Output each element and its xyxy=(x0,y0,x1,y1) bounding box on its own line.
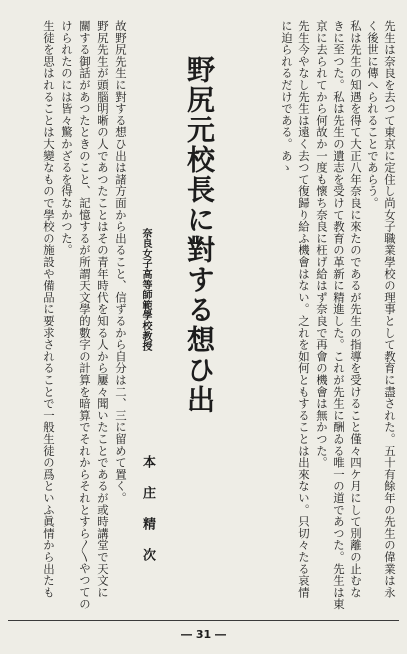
text-column: 野尻先生が頭腦明晰の人であつたことはその青年時代を知る人から屢々聞いたことであるが或時講堂で天文に xyxy=(96,20,110,599)
text-column: 先生は奈良を去つて東京に定住し尚女子職業學校の理事として教育に盡された。五十有餘年の先生の偉業は永 xyxy=(383,20,397,599)
text-column: く後世に傳へられることであらう。 xyxy=(366,20,380,209)
text-column: 生徒を思はれることは大變なもので學校の施設や備品に要求されることで一般生徒の爲といふ眞情から出たも xyxy=(42,20,56,599)
text-column: けられたのには皆々驚かざるを得なかつた。 xyxy=(60,20,74,256)
text-column: 京に去られてから何故か一度も懷ち奈良に枉げ給はず奈良で再會の機會は無かつた。 xyxy=(315,20,329,469)
text-column: きに至つた。私は先生の遺志を受けて教育の革新に精進した。これが先生に酬ゐる唯一の道であつた。先生は東 xyxy=(332,20,346,610)
footer-divider xyxy=(8,620,399,621)
text-column: 關する御話があつたときのこと、記憶するが所謂天文學的數字の計算を暗算でそれからそれとすら〳〵やつての xyxy=(78,20,92,610)
article-title: 野尻元校長に對する想ひ出 xyxy=(183,55,216,415)
author-affiliation: 奈良女子高等師範學校教授 xyxy=(140,228,151,352)
text-column: に迫られるだけである。あゝ xyxy=(280,20,294,174)
text-column: 先生今やなし先生は遠く去つて復歸り給ふ機會はない。之れを如何ともすることは出來ない。只切々たる哀情 xyxy=(297,20,311,599)
text-column: 故野尻先生に對する想ひ出は諸方面から出ること、信ずるから自分は二、三に留めて置く。 xyxy=(114,20,128,504)
text-column: 私は先生の知遇を得て大正八年奈良に來たのであるが先生の指導を受けること僅々四ケ月にして別離の止むな xyxy=(349,20,363,599)
page-number: ― 31 ― xyxy=(181,628,226,641)
author-name: 本庄精次 xyxy=(140,455,155,579)
